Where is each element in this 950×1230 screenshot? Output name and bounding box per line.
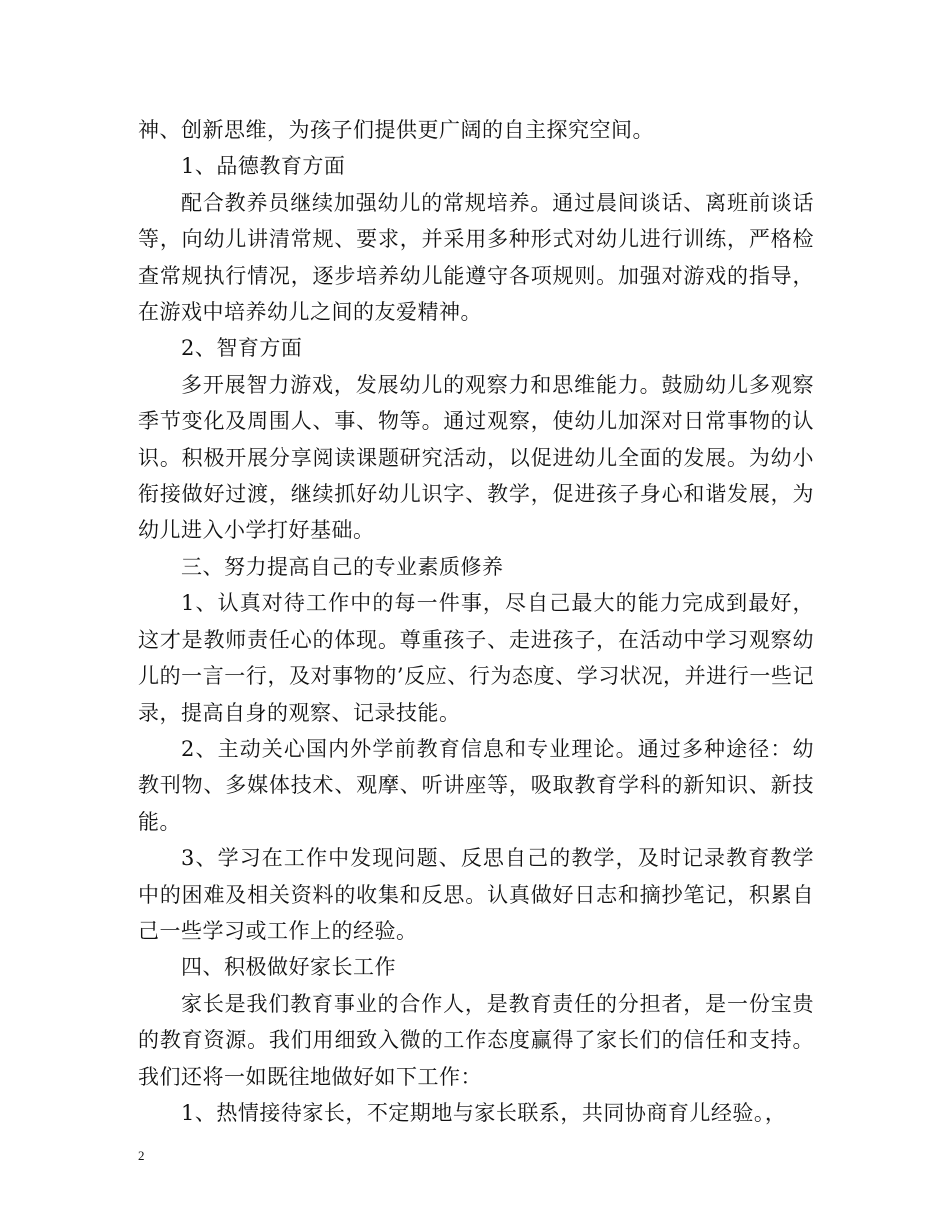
section-heading: 1、品德教育方面 <box>181 154 346 179</box>
paragraph: 多开展智力游戏，发展幼儿的观察力和思维能力。鼓励幼儿多观察季节变化及周围人、事、物等。通过观察，使幼儿加深对日常事物的认识。积极开展分享阅读课题研究活动，以促进幼儿全面的发展。为幼小衔接做好过渡，继续抓好幼儿识字、教学，促进孩子身心和谐发展，为幼儿进入小学打好基础。 <box>138 372 814 543</box>
paragraph: 2、主动关心国内外学前教育信息和专业理论。通过多种途径：幼教刊物、多媒体技术、观摩、听讲座等，吸取教育学科的新知识、新技能。 <box>138 736 814 834</box>
paragraph: 神、创新思维，为孩子们提供更广阔的自主探究空间。 <box>138 118 654 142</box>
paragraph: 配合教养员继续加强幼儿的常规培养。通过晨间谈话、离班前谈话等，向幼儿讲清常规、要求，并采用多种形式对幼儿进行训练，严格检查常规执行情况，逐步培养幼儿能遵守各项规则。加强对游戏的指导，在游戏中培养幼儿之间的友爱精神。 <box>138 190 814 325</box>
page-number: 2 <box>138 1148 145 1163</box>
document-body <box>138 112 814 1131</box>
paragraph: 3、学习在工作中发现问题、反思自己的教学，及时记录教育教学中的困难及相关资料的收集和反思。认真做好日志和摘抄笔记，积累自己一些学习或工作上的经验。 <box>138 846 814 943</box>
paragraph: 1、认真对待工作中的每一件事，尽自己最大的能力完成到最好，这才是教师责任心的体现。尊重孩子、走进孩子，在活动中学习观察幼儿的一言一行，及对事物的’反应、行为态度、学习状况，并进行一些记录，提高自身的观察、记录技能。 <box>138 591 814 725</box>
paragraph: 家长是我们教育事业的合作人，是教育责任的分担者，是一份宝贵的教育资源。我们用细致入微的工作态度赢得了家长们的信任和支持。我们还将一如既往地做好如下工作： <box>138 991 814 1089</box>
section-heading: 三、努力提高自己的专业素质修养 <box>181 554 504 579</box>
paragraph: 1、热情接待家长，不定期地与家长联系，共同协商育儿经验。， <box>181 1100 787 1125</box>
section-heading: 四、积极做好家长工作 <box>181 955 396 980</box>
section-heading: 2、智育方面 <box>181 336 303 361</box>
